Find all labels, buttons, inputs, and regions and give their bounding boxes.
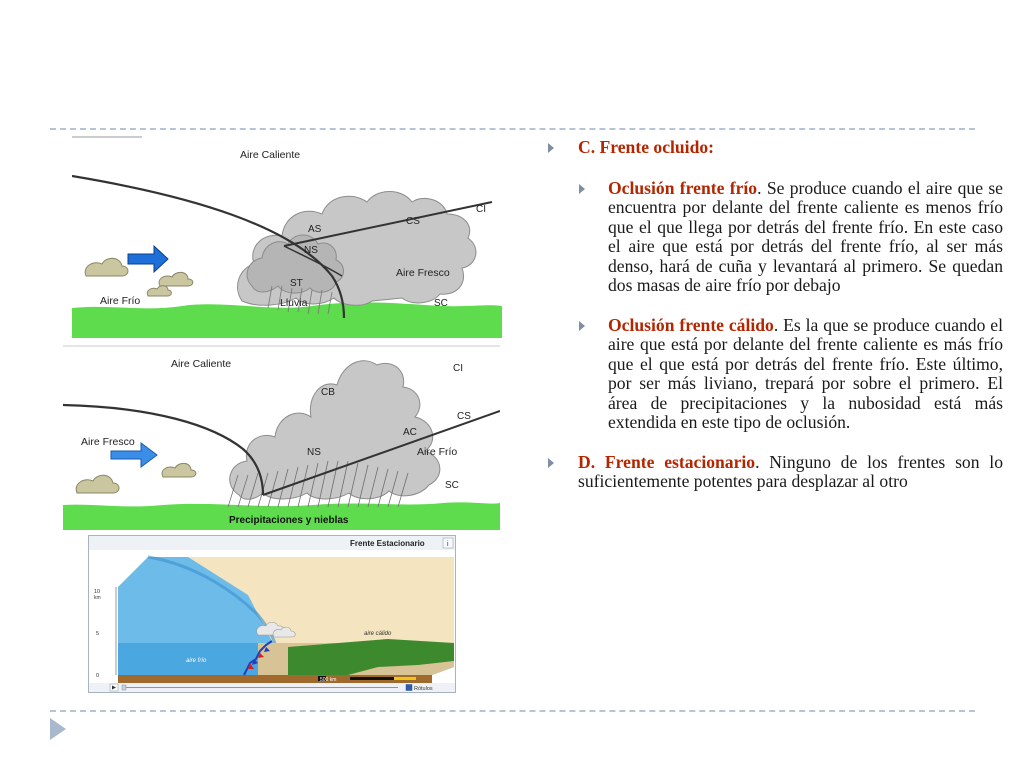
label-as: AS — [308, 224, 322, 235]
label-rain: Lluvia — [280, 297, 308, 309]
item-heading: Oclusión frente frío — [608, 177, 758, 198]
top-divider — [50, 128, 975, 130]
item-body: . Ninguno de los frentes son lo suficientemente potentes para desplazar al otro — [578, 451, 1003, 491]
item-body: . Es la que se produce cuando el aire que está por delante del frente caliente es más frío que el que está por detrás del frente frío. Este último, por ser más liviano, trepará por sobre el primero. El área de precipitaciones y la nubosidad está más extendida en este tipo de oclusión. — [608, 314, 1003, 432]
label-cold-air: Aire Frío — [100, 295, 141, 307]
label-cb: CB — [321, 387, 335, 398]
list-item — [548, 138, 1003, 158]
bottom-divider — [50, 710, 975, 712]
label-ns: NS — [307, 447, 321, 458]
content-text — [548, 138, 1003, 492]
labels-checkbox-label: Rótulos — [414, 686, 433, 692]
bullet-arrow-icon — [579, 321, 585, 331]
stationary-front-diagram — [88, 535, 456, 693]
axis-label-5: 5 — [96, 631, 100, 637]
labels-checkbox[interactable] — [406, 685, 412, 691]
item-heading: D. Frente estacionario — [578, 451, 756, 472]
timeline-handle[interactable] — [122, 685, 126, 690]
label-ci: CI — [476, 204, 486, 215]
list-item — [548, 453, 1003, 492]
cold-occlusion-diagram — [72, 136, 502, 338]
label-cool-air: Aire Fresco — [81, 436, 135, 448]
label-cs: CS — [406, 216, 420, 227]
warm-occlusion-diagram — [63, 345, 500, 530]
simulator-title: Frente Estacionario — [350, 539, 425, 548]
label-cold-air: aire frío — [186, 658, 207, 664]
label-cs: CS — [457, 411, 471, 422]
item-heading: Oclusión frente cálido — [608, 314, 774, 335]
bullet-arrow-icon — [579, 184, 585, 194]
bullet-arrow-icon — [548, 458, 554, 468]
axis-label-km: km — [94, 595, 101, 601]
info-button-label: i — [447, 541, 449, 548]
axis-label-10: 10 — [94, 589, 101, 595]
label-cool-air: Aire Fresco — [396, 267, 450, 279]
label-sc: SC — [445, 480, 459, 491]
item-heading: C. Frente ocluido: — [578, 137, 715, 157]
label-warm-air: Aire Caliente — [240, 149, 301, 161]
label-cold-air: Aire Frío — [417, 446, 458, 458]
label-sc: SC — [434, 298, 448, 309]
label-warm-air: Aire Caliente — [171, 358, 232, 370]
scale-label: 500 km — [320, 677, 337, 683]
axis-label-0: 0 — [96, 673, 100, 679]
list-item — [548, 316, 1003, 433]
label-ac: AC — [403, 427, 417, 438]
label-ns: NS — [304, 245, 318, 256]
bullet-arrow-icon — [548, 143, 554, 153]
list-item — [548, 179, 1003, 296]
label-st: ST — [290, 278, 303, 289]
label-precipitation: Precipitaciones y nieblas — [229, 515, 349, 526]
label-warm-air: aire cálido — [364, 631, 392, 637]
next-slide-arrow-icon[interactable] — [50, 718, 66, 740]
label-ci: CI — [453, 363, 463, 374]
scale-bar — [350, 677, 394, 680]
item-body: . Se produce cuando el aire que se encuentra por delante del frente caliente es menos frío que el que llega por detrás del frente frío. En este caso el aire que está por detrás del frente frío, al ser más denso, hará de cuña y levantará al primero. Se quedan dos masas de aire frío por debajo — [608, 177, 1003, 295]
